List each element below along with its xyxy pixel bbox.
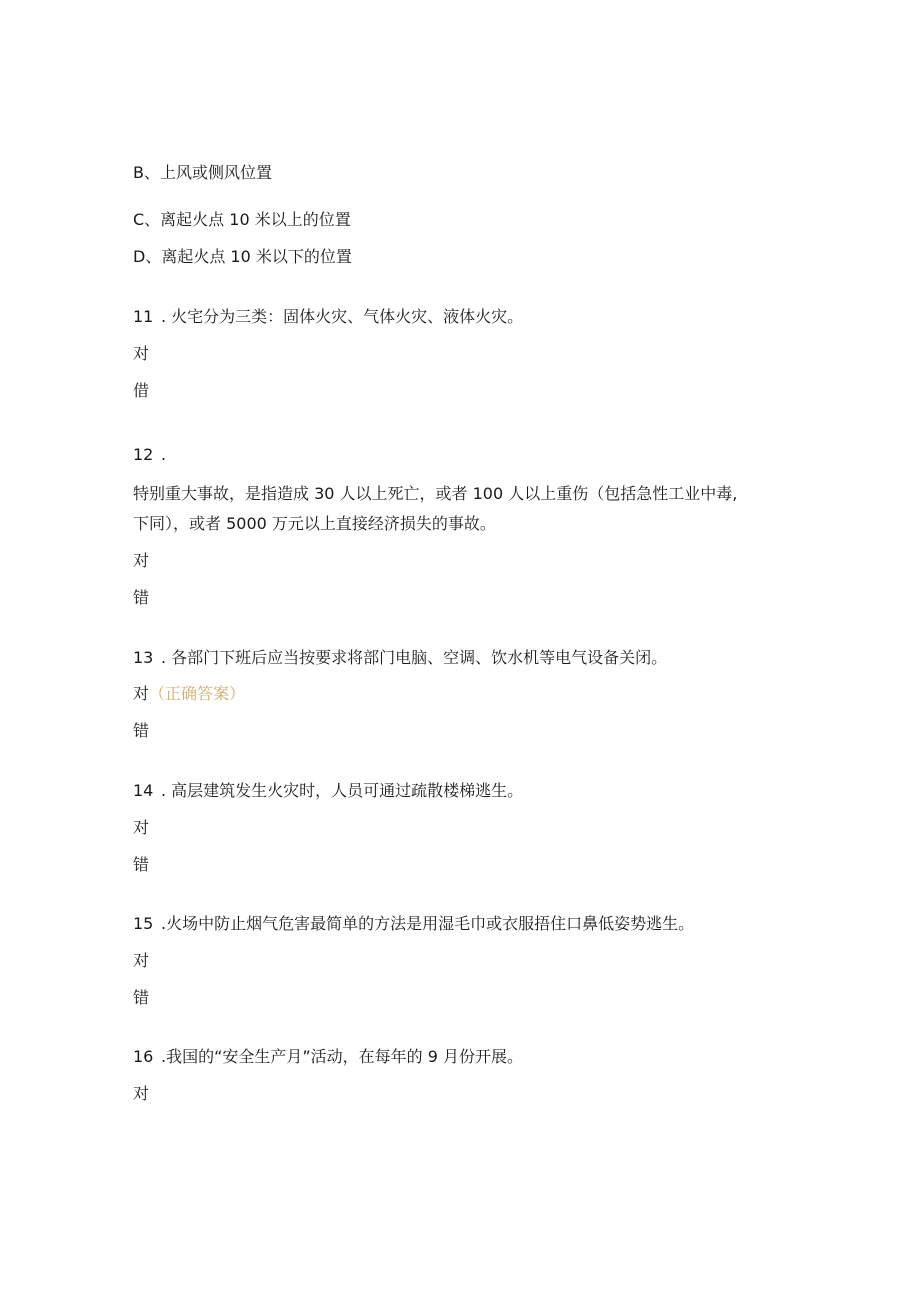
question-12-stem (133, 445, 166, 465)
question-number: 14 (133, 781, 154, 800)
question-12-text-line-2: 下同），或者 5000 万元以上直接经济损失的事故。 (133, 514, 496, 533)
question-16-stem (133, 1047, 523, 1067)
question-11-stem (133, 307, 523, 327)
question-14-stem (133, 781, 523, 801)
question-12-option-true[interactable]: 对 (133, 551, 150, 570)
question-15-stem (133, 914, 694, 934)
question-text: .我国的“安全生产月”活动，在每年的 9 月份开展。 (161, 1047, 524, 1066)
question-text: . 各部门下班后应当按要求将部门电脑、空调、饮水机等电气设备关闭。 (161, 648, 668, 667)
question-15-option-true[interactable]: 对 (133, 951, 150, 970)
question-text: . 高层建筑发生火灾时，人员可通过疏散楼梯逃生。 (161, 781, 524, 800)
question-number: 11 (133, 307, 154, 326)
question-13-stem (133, 648, 667, 668)
option-label: 对 (133, 684, 150, 703)
correct-answer-marker: （正确答案） (149, 684, 246, 703)
question-14-option-true[interactable]: 对 (133, 818, 150, 837)
question-number: 16 (133, 1047, 154, 1066)
question-number: 12 (133, 445, 154, 464)
question-number: 13 (133, 648, 154, 667)
question-13-option-false[interactable]: 错 (133, 721, 150, 740)
question-text: . 火宅分为三类：固体火灾、气体火灾、液体火灾。 (161, 307, 524, 326)
option-d[interactable]: D、离起火点 10 米以下的位置 (133, 247, 352, 266)
question-number: 15 (133, 914, 154, 933)
question-text: .火场中防止烟气危害最简单的方法是用湿毛巾或衣服捂住口鼻低姿势逃生。 (161, 914, 695, 933)
question-12-text-line-1: 特别重大事故，是指造成 30 人以上死亡，或者 100 人以上重伤（包括急性工业中毒, (133, 484, 738, 503)
question-11-option-false[interactable]: 借 (133, 381, 150, 400)
option-c[interactable]: C、离起火点 10 米以上的位置 (133, 210, 351, 229)
question-12-option-false[interactable]: 错 (133, 588, 150, 607)
question-11-option-true[interactable]: 对 (133, 344, 150, 363)
option-b[interactable]: B、上风或侧风位置 (133, 163, 272, 182)
question-16-option-true[interactable]: 对 (133, 1084, 150, 1103)
question-15-option-false[interactable]: 错 (133, 988, 150, 1007)
question-text: . (161, 445, 167, 464)
question-13-option-true[interactable] (133, 684, 245, 704)
question-14-option-false[interactable]: 错 (133, 855, 150, 874)
